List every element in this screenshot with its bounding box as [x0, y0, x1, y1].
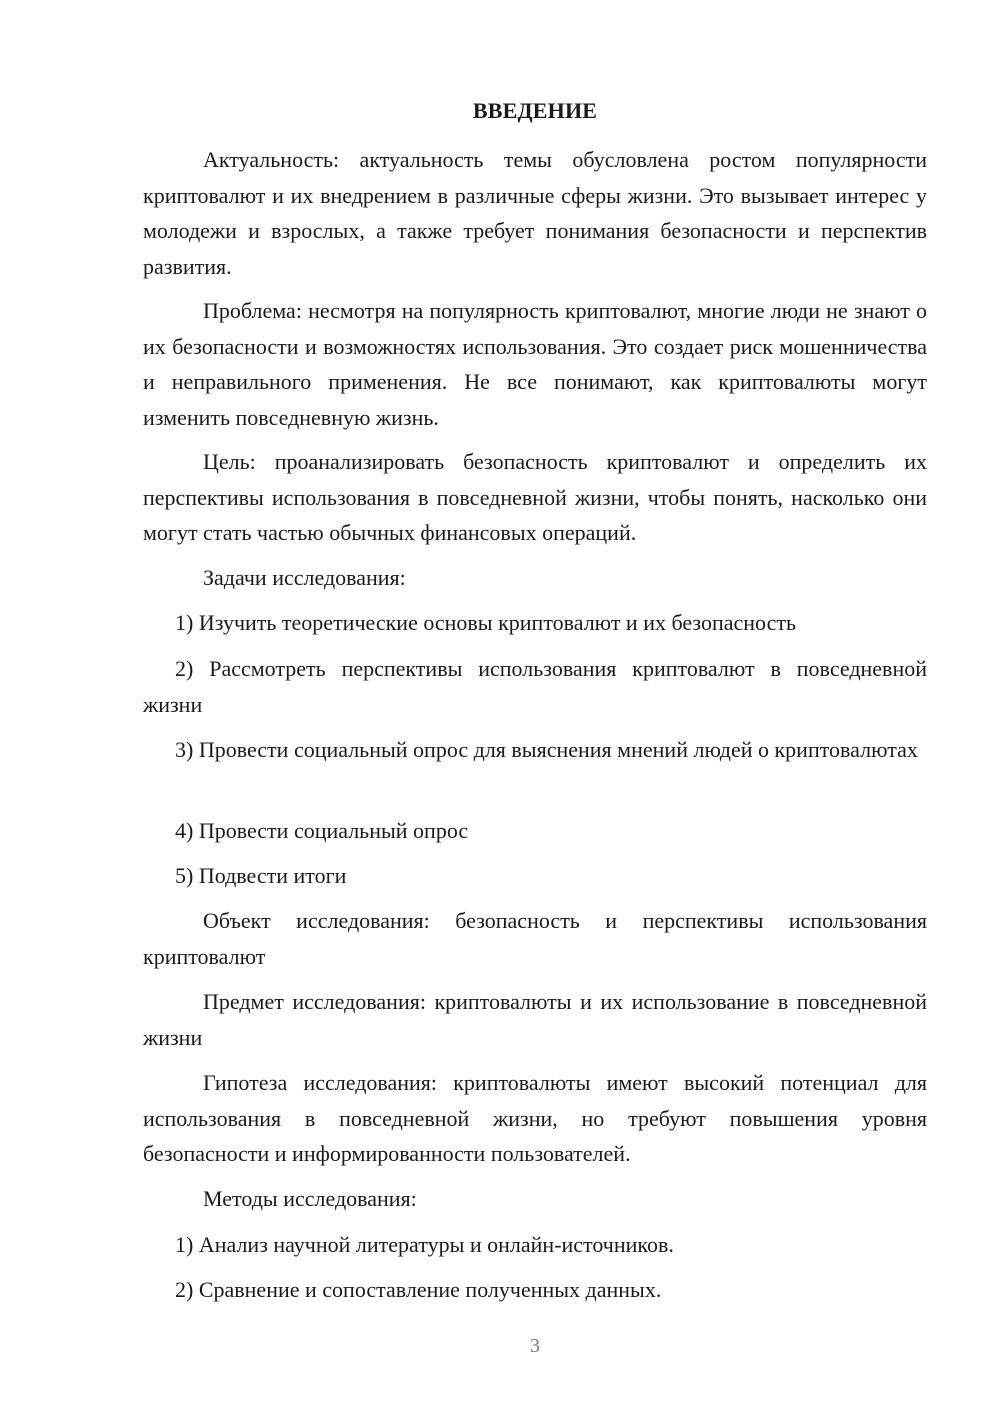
list-item-method-1: 1) Анализ научной литературы и онлайн-источников.: [175, 1232, 674, 1257]
section-title: ВВЕДЕНИЕ: [472, 98, 598, 123]
page-number: 3: [530, 1335, 540, 1357]
list-item-method-2: 2) Сравнение и сопоставление полученных данных.: [175, 1277, 662, 1302]
paragraph-tasks-heading: Задачи исследования:: [203, 565, 406, 590]
paragraph-research-object: Объект исследования: безопасность и перспективы использования криптовалют: [143, 908, 927, 969]
list-item-task-4: 4) Провести социальный опрос: [175, 818, 469, 843]
paragraph-hypothesis: Гипотеза исследования: криптовалюты имеют высокий потенциал для использования в повседневной жизни, но требуют повышения уровня безопасности и информированности пользователей.: [143, 1070, 927, 1166]
paragraph-relevance: Актуальность: актуальность темы обусловлена ростом популярности криптовалют и их внедрением в различные сферы жизни. Это вызывает интерес у молодежи и взрослых, а также требует понимания безопасности и перспектив развития.: [143, 147, 927, 279]
paragraph-research-subject: Предмет исследования: криптовалюты и их использование в повседневной жизни: [143, 989, 927, 1050]
paragraph-goal: Цель: проанализировать безопасность криптовалют и определить их перспективы использования в повседневной жизни, чтобы понять, насколько они могут стать частью обычных финансовых операций.: [143, 449, 927, 545]
paragraph-problem: Проблема: несмотря на популярность криптовалют, многие люди не знают о их безопасности и возможностях использования. Это создает риск мошенничества и неправильного применения. Не все понимают, как криптовалюты могут изменить повседневную жизнь.: [143, 298, 927, 430]
list-item-task-3: 3) Провести социальный опрос для выяснения мнений людей о криптовалютах: [175, 737, 918, 762]
list-item-task-5: 5) Подвести итоги: [175, 863, 347, 888]
list-item-task-2: 2) Рассмотреть перспективы использования криптовалют в повседневной жизни: [143, 656, 927, 717]
paragraph-methods-heading: Методы исследования:: [203, 1186, 417, 1211]
list-item-task-1: 1) Изучить теоретические основы криптовалют и их безопасность: [175, 610, 797, 635]
